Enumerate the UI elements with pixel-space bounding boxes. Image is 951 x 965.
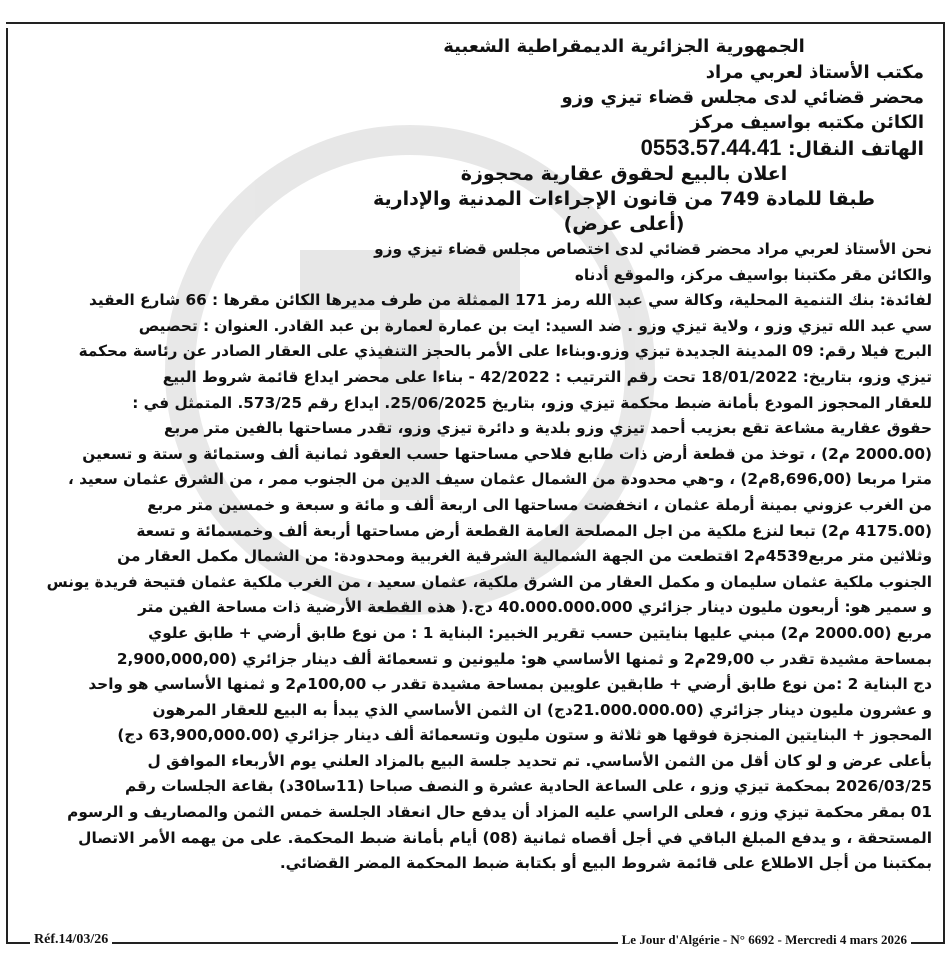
republic-heading: الجمهورية الجزائرية الديمقراطية الشعبية — [443, 36, 805, 57]
body-line: مربع (2000.00 م2) مبني عليها بنايتين حسب تقرير الخبير: البناية 1 : من نوع طابق أرضي + طابق علوي — [148, 623, 932, 642]
office-name: مكتب الأستاذ لعربي مراد — [705, 62, 924, 83]
frame-left-rule — [6, 28, 8, 943]
body-line: المحجوز + البنايتين المنجزة فوقها هو ثلاثة و ستون مليون وتسعمائة ألف دينار جزائري (63,900,000.00 دج) — [117, 726, 932, 745]
announcement-text — [46, 34, 932, 877]
title-line-1: اعلان بالبيع لحقوق عقارية محجوزة — [460, 163, 788, 185]
body-line: مترا مربعا (8,696,00م2) ، و-هي محدودة من الشمال عثمان سيف الدين من الجنوب ممر ، من الشرق عثمان سعيد ، — [67, 470, 932, 489]
bailiff-title: محضر قضائي لدى مجلس قضاء تيزي وزو — [561, 87, 924, 108]
reference-label: Réf.14/03/26 — [30, 932, 112, 948]
body-line: و عشرون مليون دينار جزائري (21.000.000.00دج) ان الثمن الأساسي الذي يبدأ به البيع للعقار المرهون — [152, 700, 932, 719]
phone-line — [204, 135, 924, 162]
body-line: دج البناية 2 :من نوع طابق أرضي + طابقين علويين بمساحة مشيدة تقدر ب 100,00م2 و ثمنها الأساسي هو واحد — [88, 675, 932, 694]
body-line: وثلاثين متر مربع4539م2 اقتطعت من الجهة الشمالية الشرقية الغربية ومحدودة: من الشمال مكمل العقار من — [117, 547, 932, 566]
body-line: بأعلى عرض و لو كان أقل من الثمن الأساسي. تم تحديد جلسة البيع بالمزاد العلني يوم الأربعاء الموافق ل — [147, 751, 932, 770]
frame-right-rule — [943, 22, 945, 943]
body-line: 01 بمقر محكمة تيزي وزو ، فعلى الراسي عليه المزاد أن يدفع حال انعقاد الجلسة خمس الثمن والمصاريف و الرسوم — [67, 803, 932, 822]
body-line: بمكتبنا من أجل الاطلاع على قائمة شروط البيع أو بكتابة ضبط المحكمة المضر القضائي. — [279, 854, 932, 873]
title-line-3: (أعلى عرض) — [563, 213, 685, 235]
body-line: نحن الأستاذ لعربي مراد محضر قضائي لدى اختصاص مجلس قضاء تيزي وزو — [374, 240, 932, 258]
body-line: والكائن مقر مكتبنا بواسيف مركز، والموقع أدناه — [574, 265, 932, 284]
body-line: حقوق عقارية مشاعة تقع بعزيب أحمد تيزي وزو بلدية و دائرة تيزي وزو، تقدر مساحتها بالفين متر مربع — [164, 419, 932, 438]
body-line: البرج فيلا رقم: 09 المدينة الجديدة تيزي وزو.وبناءا على الأمر بالحجز التنفيذي على العقار الصادر عن رئاسة محكمة — [78, 342, 932, 361]
body-line: الجنوب ملكية عثمان سليمان و مكمل العقار من الشرق ملكية، عثمان سعيد ، من الغرب ملكية عثمان فتيحة فريدة يونس — [46, 572, 932, 591]
body-line: بمساحة مشيدة تقدر ب 29,00م2 و ثمنها الأساسي هو: مليونين و تسعمائة ألف دينار جزائري (2,900,000,00 — [116, 649, 932, 668]
frame-top-rule — [6, 22, 945, 24]
body-line: و سمير هو: أربعون مليون دينار جزائري 40.000.000.000 دج.( هذه القطعة الأرضية ذات مساحة الفين متر — [138, 598, 932, 617]
title-line-2: طبقا للمادة 749 من قانون الإجراءات المدنية والإدارية — [373, 188, 875, 210]
body-line: تيزي وزو، بتاريخ: 18/01/2022 تحت رقم الترتيب : 42/2022 - بناءا على محضر ايداع قائمة شروط البيع — [162, 367, 932, 386]
body-paragraph — [46, 237, 932, 877]
body-line: (4175.00 م2) تبعا لنزع ملكية من اجل المصلحة العامة القطعة أرض مساحتها أربعة ألف وخمسمائة و تسعة — [136, 521, 932, 540]
body-line: لفائدة: بنك التنمية المحلية، وكالة سي عبد الله رمز 171 الممثلة من طرف مديرها الكائن مقرها : 66 شارع العقيد — [89, 291, 932, 310]
newspaper-credit: Le Jour d'Algérie - N° 6692 - Mercredi 4 mars 2026 — [618, 932, 911, 948]
body-line: سي عبد الله تيزي وزو ، ولاية تيزي وزو . ضد السيد: ايت بن عمارة لعمارة بن عبد القادر. العنوان : تحصيص — [138, 316, 932, 335]
body-line: 2026/03/25 بمحكمة تيزي وزو ، على الساعة الحادية عشرة و النصف صباحا (11سا30د) بقاعة الجلسات رقم — [125, 777, 932, 796]
phone-label: الهاتف النقال: — [788, 138, 924, 160]
body-line: من الغرب عزوني بمينة أرملة عثمان ، انخفضت مساحتها الى اربعة ألف و مائة و سبعة و خمسين متر مربع — [147, 495, 932, 514]
office-address: الكائن مكتبه بواسيف مركز — [690, 112, 924, 133]
body-line: (2000.00 م2) ، توخذ من قطعة أرض ذات طابع فلاحي مساحتها حسب العقود ثمانية ألف وستمائة و ستة و تسعين — [82, 444, 932, 463]
body-line: المستحقة ، و يدفع المبلغ الباقي في أجل أقصاه ثمانية (08) أيام بأمانة ضبط المحكمة. على من يهمه الأمر الاتصال — [78, 828, 932, 847]
body-line: للعقار المحجوز المودع بأمانة ضبط محكمة تيزي وزو، بتاريخ 25/06/2025. ايداع رقم 573/25. المتمثل في : — [132, 393, 932, 412]
phone-number: 0553.57.44.41 — [640, 135, 782, 160]
